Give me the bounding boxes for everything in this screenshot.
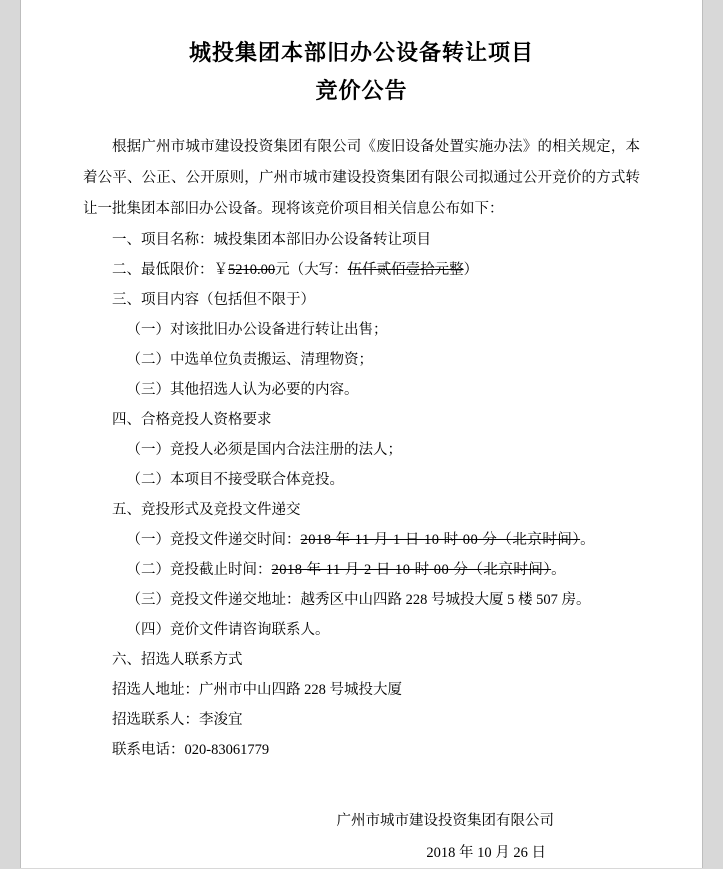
section-5-submit-time (83, 525, 640, 555)
price-mid: 元（大写： (275, 262, 348, 278)
section-5-heading: 五、竞投形式及竞投文件递交 (112, 502, 301, 518)
section-1-heading: 一、项目名称：城投集团本部旧办公设备转让项目 (112, 232, 431, 248)
section-4-item-1: （一）竞投人必须是国内合法注册的法人； (126, 442, 402, 458)
section-5-address: （三）竞投文件递交地址：越秀区中山四路 228 号城投大厦 5 楼 507 房。 (126, 592, 591, 608)
signature-organization: 广州市城市建设投资集团有限公司 (336, 813, 554, 829)
submit-time-value: 2018 年 11 月 1 日 10 时 00 分（北京时间） (300, 532, 581, 548)
close-time-value: 2018 年 11 月 2 日 10 时 00 分（北京时间） (271, 562, 552, 578)
document-title (83, 34, 640, 110)
section-6-item-2: 招选联系人：李浚宜 (112, 712, 243, 728)
signature-block (83, 805, 640, 869)
section-3-item-2: （二）中选单位负责搬运、清理物资； (126, 352, 373, 368)
document-page (20, 0, 703, 868)
section-6-heading: 六、招选人联系方式 (112, 652, 243, 668)
submit-time-suffix: 。 (580, 532, 595, 548)
price-suffix: ） (463, 262, 479, 278)
title-line-1: 城投集团本部旧办公设备转让项目 (188, 40, 534, 65)
section-2-heading (83, 255, 640, 285)
submit-time-prefix: （一）竞投文件递交时间： (126, 532, 301, 548)
close-time-prefix: （二）竞投截止时间： (126, 562, 272, 578)
section-4-item-2: （二）本项目不接受联合体竞投。 (126, 472, 344, 488)
title-line-2: 竞价公告 (315, 78, 408, 103)
section-5-close-time (83, 555, 640, 585)
intro-paragraph: 根据广州市城市建设投资集团有限公司《废旧设备处置实施办法》的相关规定，本着公平、公正、公开原则，广州市城市建设投资集团有限公司拟通过公开竞价的方式转让一批集团本部旧办公设备。现将该竞价项目相关信息公布如下： (83, 139, 640, 217)
section-3-item-3: （三）其他招选人认为必要的内容。 (126, 382, 359, 398)
price-prefix: 二、最低限价：￥ (112, 262, 228, 278)
price-words: 伍仟贰佰壹拾元整 (347, 262, 464, 278)
section-6-item-3: 联系电话：020-83061779 (112, 742, 270, 758)
section-3-item-1: （一）对该批旧办公设备进行转让出售； (126, 322, 388, 338)
section-5-contact: （四）竞价文件请咨询联系人。 (126, 622, 330, 638)
section-6-item-1: 招选人地址：广州市中山四路 228 号城投大厦 (112, 682, 402, 698)
price-number: 5210.00 (228, 262, 276, 278)
document-body (83, 132, 640, 765)
signature-date: 2018 年 10 月 26 日 (426, 845, 546, 861)
section-3-heading: 三、项目内容（包括但不限于） (112, 292, 315, 308)
section-4-heading: 四、合格竞投人资格要求 (112, 412, 272, 428)
close-time-suffix: 。 (551, 562, 566, 578)
